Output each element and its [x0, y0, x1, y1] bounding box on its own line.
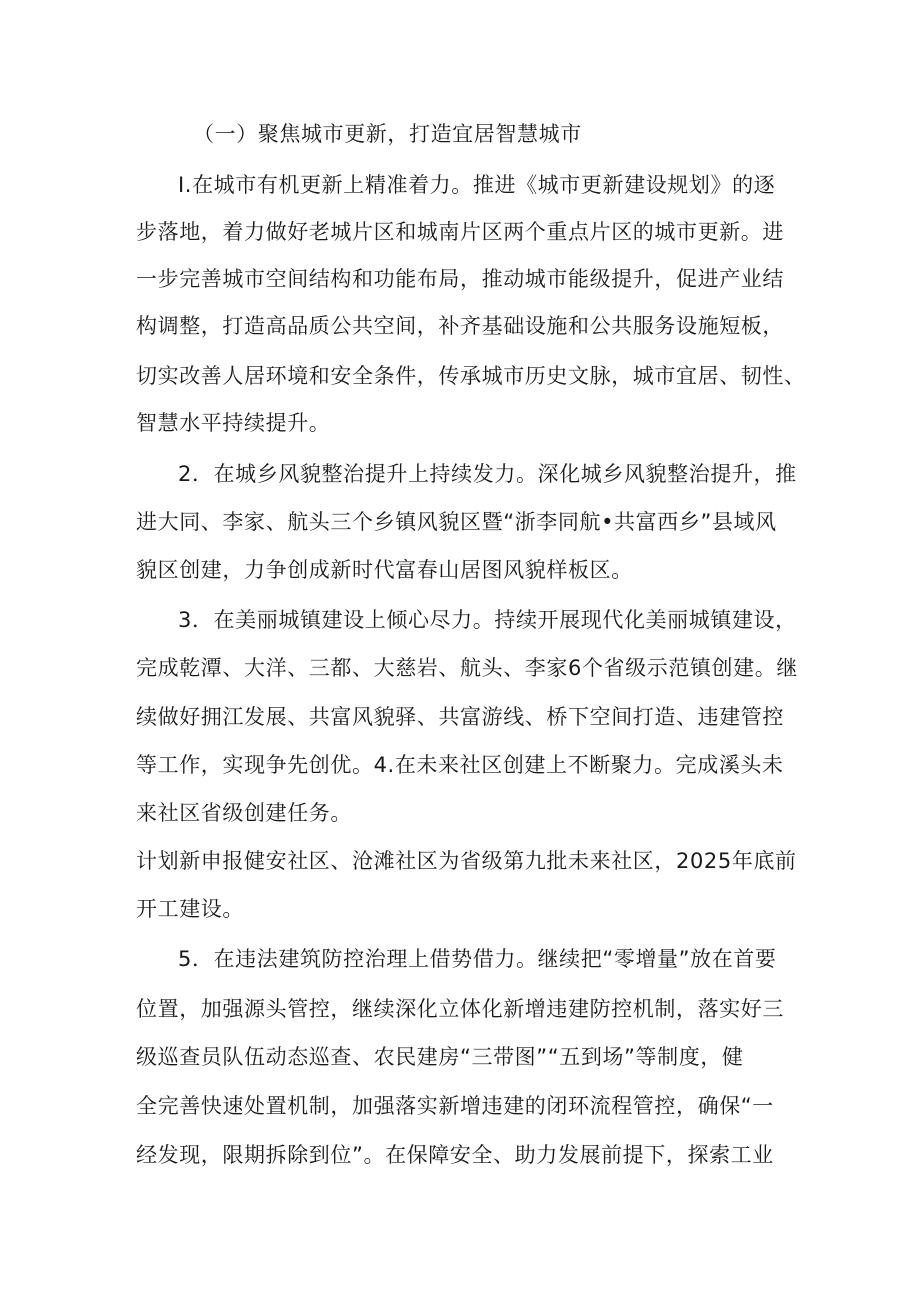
paragraph-line: 续做好拥江发展、共富风貌驿、共富游线、桥下空间打造、违建管控	[136, 705, 784, 729]
paragraph-line: 5．在违法建筑防控治理上借势借力。继续把“零增量”放在首要	[178, 947, 777, 971]
paragraph-line: 等工作，实现争先创优。4.在未来社区创建上不断聚力。完成溪头未	[136, 753, 784, 777]
paragraph-line: 全完善快速处置机制，加强落实新增违建的闭环流程管控，确保“一	[136, 1094, 774, 1118]
paragraph-line: 一步完善城市空间结构和功能布局，推动城市能级提升，促进产业结	[136, 267, 784, 291]
paragraph-line: 貌区创建，力争创成新时代富春山居图风貌样板区。	[136, 558, 633, 582]
paragraph-line: 切实改善人居环境和安全条件，传承城市历史文脉，城市宜居、韧性、	[136, 364, 806, 388]
paragraph-line: 3．在美丽城镇建设上倾心尽力。持续开展现代化美丽城镇建设，	[178, 608, 797, 632]
paragraph-line: 构调整，打造高品质公共空间，补齐基础设施和公共服务设施短板，	[136, 314, 784, 338]
paragraph-line: 经发现，限期拆除到位”。在保障安全、助力发展前提下，探索工业	[136, 1143, 774, 1167]
paragraph-line: 来社区省级创建任务。	[136, 801, 352, 825]
paragraph-line: 智慧水平持续提升。	[136, 411, 331, 435]
paragraph-line: 开工建设。	[136, 897, 244, 921]
paragraph-line: 位置，加强源头管控，继续深化立体化新增违建防控机制，落实好三	[136, 997, 784, 1021]
paragraph-line: 进大同、李家、航头三个乡镇风貌区暨“浙李同航•共富西乡”县域风	[136, 510, 777, 534]
paragraph-line: I.在城市有机更新上精准着力。推进《城市更新建设规划》的逐	[178, 173, 776, 197]
paragraph-line: 级巡查员队伍动态巡查、农民建房“三带图”“五到场”等制度，健	[136, 1045, 744, 1069]
paragraph-line: 2．在城乡风貌整治提升上持续发力。深化城乡风貌整治提升，推	[178, 462, 797, 486]
paragraph-line: 步落地，着力做好老城片区和城南片区两个重点片区的城市更新。进	[136, 220, 784, 244]
paragraph-line: 完成乾潭、大洋、三都、大慈岩、航头、李家6个省级示范镇创建。继	[136, 656, 798, 680]
section-heading: （一）聚焦城市更新，打造宜居智慧城市	[193, 122, 582, 146]
paragraph-line: 计划新申报健安社区、沧滩社区为省级第九批未来社区，2025年底前	[136, 849, 797, 873]
